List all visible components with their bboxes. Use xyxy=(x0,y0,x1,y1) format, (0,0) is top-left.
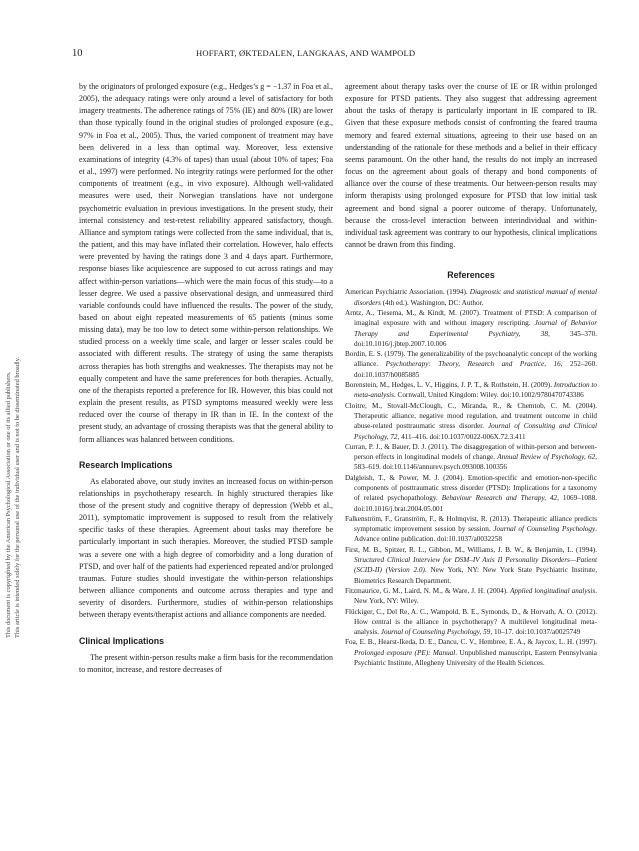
copyright-line-2: This article is intended solely for the personal use of the individual user and is not to be disseminated broadly. xyxy=(14,356,21,638)
reference-entry: Bordin, E. S. (1979). The generalizability of the psychoanalytic concept of the working alliance. Psychotherapy: Theory, Research and Practice, 16, 252–260. doi:10.1037/h0085885 xyxy=(345,350,598,379)
body-paragraph: by the originators of prolonged exposure (e.g., Hedges’s g = −1.37 in Foa et al., 2005), the adequacy ratings were only around a level of satisfactory for both imagery treatments. The adherence ratings of 75% (IE) and 80% (IR) are lower than those typically found in the original studies of prolonged exposure (e.g., 97% in Foa et al., 2005). Thus, the varied component of treatment may have been delivered in a less than optimal way. Moreover, less extensive examinations of integrity (4.3% of tapes) than usual (about 10% of tapes; Foa et al., 1997) were performed. No integrity ratings were performed for the other components of treatment (e.g., in vivo exposure). Although well-validated measures were used, their Norwegian translations have not undergone psychometric evaluation in previous investigations. In the present study, their internal consistency and test-retest reliability appeared satisfactory, though. Alliance and symptom ratings were collected from the same individual, that is, the patient, and this may have inflated their correlation. However, halo effects were prevented by having the ratings done 3 and 4 days apart. Furthermore, response biases like acquiescence are supposed to cut across ratings and may affect within-person variations—which were the main focus of this study—to a lesser degree. We used a passive observational design, and unmeasured third variable confounds could have influenced the results. The power of the study, based on about eight repeated measurements of 65 patients (minus some missing data), may be too low to detect some within-person relationships. We studied process on a weekly time scale, and larger or lesser scales could be associated with different results. The strategy of using the same therapists across therapies has both strengths and weaknesses. The therapists may not be equally competent and have the same preferences for both therapies. Actually, one of the therapists reported a preference for IR. However, this bias could not explain the present results, as PTSD symptoms measured weekly were less reduced over the course of therapy in IR than in IE. In the context of the present study, an advantage of crossing therapists was that the general ability to form alliances was balanced between conditions. xyxy=(79,82,333,444)
reference-entry: Flückiger, C., Del Re, A. C., Wampold, B. E., Symonds, D., & Horvath, A. O. (2012). How central is the alliance in psychotherapy? A multilevel longitudinal meta-analysis. Journal of Counseling Psychology, 59, 10–17. doi:10.1037/a0025749 xyxy=(345,607,597,637)
reference-entry: Foa, E. B., Hearst-Ikeda, D. E., Dancu, C. V., Hembree, E. A., & Jaycox, L. H. (1997). Prolonged exposure (PE): Manual. Unpublished manuscript, Eastern Pennsylvania Psychiatric Institute, Allegheny University of the Health Sciences. xyxy=(345,638,597,668)
body-paragraph: agreement about therapy tasks over the course of IE or IR within prolonged exposure for PTSD patients. They also suggest that addressing agreement about the tasks of therapy is particularly important in IE compared to IR. Given that these exposure methods consist of confronting the feared trauma memory and feared external situations, agreeing to their use based on an understanding of the rationale for these methods and a belief in their efficacy seems paramount. On the other hand, the results do not imply an increased focus on the agreement about goals of therapy and bond components of alliance over the course of these treatments. Our between-person results may inform therapists using prolonged exposure for PTSD that low initial task agreement and bond signal a poorer outcome of therapy. Unfortunately, because the cross-level interaction between interindividual and within-individual task agreement was contrary to our hypothesis, clinical implications cannot be drawn from this finding. xyxy=(345,82,597,250)
copyright-sidebar xyxy=(5,98,21,638)
right-column xyxy=(345,81,597,668)
section-heading-clinical-implications: Clinical Implications xyxy=(79,635,165,646)
reference-list xyxy=(345,287,597,668)
copyright-line-1: This document is copyrighted by the American Psychological Association or one of its allied publishers. xyxy=(5,371,12,638)
references-heading: References xyxy=(447,270,495,281)
reference-entry: Arntz, A., Tiesema, M., & Kindt, M. (2007). Treatment of PTSD: A comparison of imaginal exposure with and without imagery rescripting. Journal of Behavior Therapy and Experimental Psychiatry, 38, 345–370. doi:10.1016/j.jbtep.2007.10.006 xyxy=(345,308,598,348)
left-column xyxy=(79,81,333,676)
reference-entry: Fitzmaurice, G. M., Laird, N. M., & Ware, J. H. (2004). Applied longitudinal analysis. New York, NY: Wiley. xyxy=(345,586,597,606)
running-head: HOFFART, ØKTEDALEN, LANGKAAS, AND WAMPOLD xyxy=(196,48,416,58)
reference-entry: First, M. B., Spitzer, R. L., Gibbon, M., Williams, J. B. W., & Benjamin, L. (1994). Structured Clinical Interview for DSM–IV Axis II Personality Disorders—Patient (SCID-II) (Version 2.0). New York, NY: New York State Psychiatric Institute, Biometrics Research Department. xyxy=(345,545,597,585)
reference-entry: Falkenström, F., Granström, F., & Holmqvist, R. (2013). Therapeutic alliance predicts symptomatic improvement session by session. Journal of Counseling Psychology. Advance online publication. doi:10.1037/a0032258 xyxy=(345,514,597,544)
reference-entry: Dalgleish, T., & Power, M. J. (2004). Emotion-specific and emotion-non-specific components of posttraumatic stress disorder (PTSD): Implications for a taxonomy of related psychopathology. Behaviour Research and Therapy, 42, 1069–1088. doi:10.1016/j.brat.2004.05.001 xyxy=(345,473,597,513)
body-paragraph: The present within-person results make a firm basis for the recommendation to monitor, increase, and restore decreases of xyxy=(79,652,333,674)
reference-entry: Cloitre, M., Stovall-McClough, C., Miranda, R., & Chemtob, C. M. (2004). Therapeutic alliance, negative mood regulation, and treatment outcome in child abuse-related posttraumatic stress disorder. Journal of Consulting and Clinical Psychology, 72, 411–416. doi:10.1037/0022-006X.72.3.411 xyxy=(345,401,597,441)
body-paragraph: As elaborated above, our study invites an increased focus on within-person relationships in psychotherapy research. In highly structured therapies like those of the present study and cognitive therapy of depression (Webb et al., 2011), symptomatic improvement is supposed to result from the relatively specific tasks of these therapies. Agreement about tasks may therefore be particularly important in such therapies. Moreover, the studied PTSD sample was a severe one with a high degree of comorbidity and a long duration of PTSD, and over half of the patients had experienced repeated and/or prolonged traumas. Future studies should investigate the within-person relationships between alliance components and outcome across therapies and type and severity of disorders. Furthermore, studies of within-person relationships between therapy events/therapist actions and alliance components are needed. xyxy=(79,476,333,620)
section-heading-research-implications: Research Implications xyxy=(79,459,173,470)
reference-entry: Borenstein, M., Hedges, L. V., Higgins, J. P. T., & Rothstein, H. (2009). Introduction to meta-analysis. Cornwall, United Kingdom: Wiley. doi:10.1002/9780470743386 xyxy=(345,381,598,400)
page-number: 10 xyxy=(72,48,83,59)
reference-entry: Curran, P. J., & Bauer, D. J. (2011). The disaggregation of within-person and between-person effects in longitudinal models of change. Annual Review of Psychology, 62, 583–619. doi:10.1146/annurev.psych.093008.100356 xyxy=(345,442,597,472)
reference-entry: American Psychiatric Association. (1994). Diagnostic and statistical manual of mental disorders (4th ed.). Washington, DC: Author. xyxy=(345,288,597,307)
